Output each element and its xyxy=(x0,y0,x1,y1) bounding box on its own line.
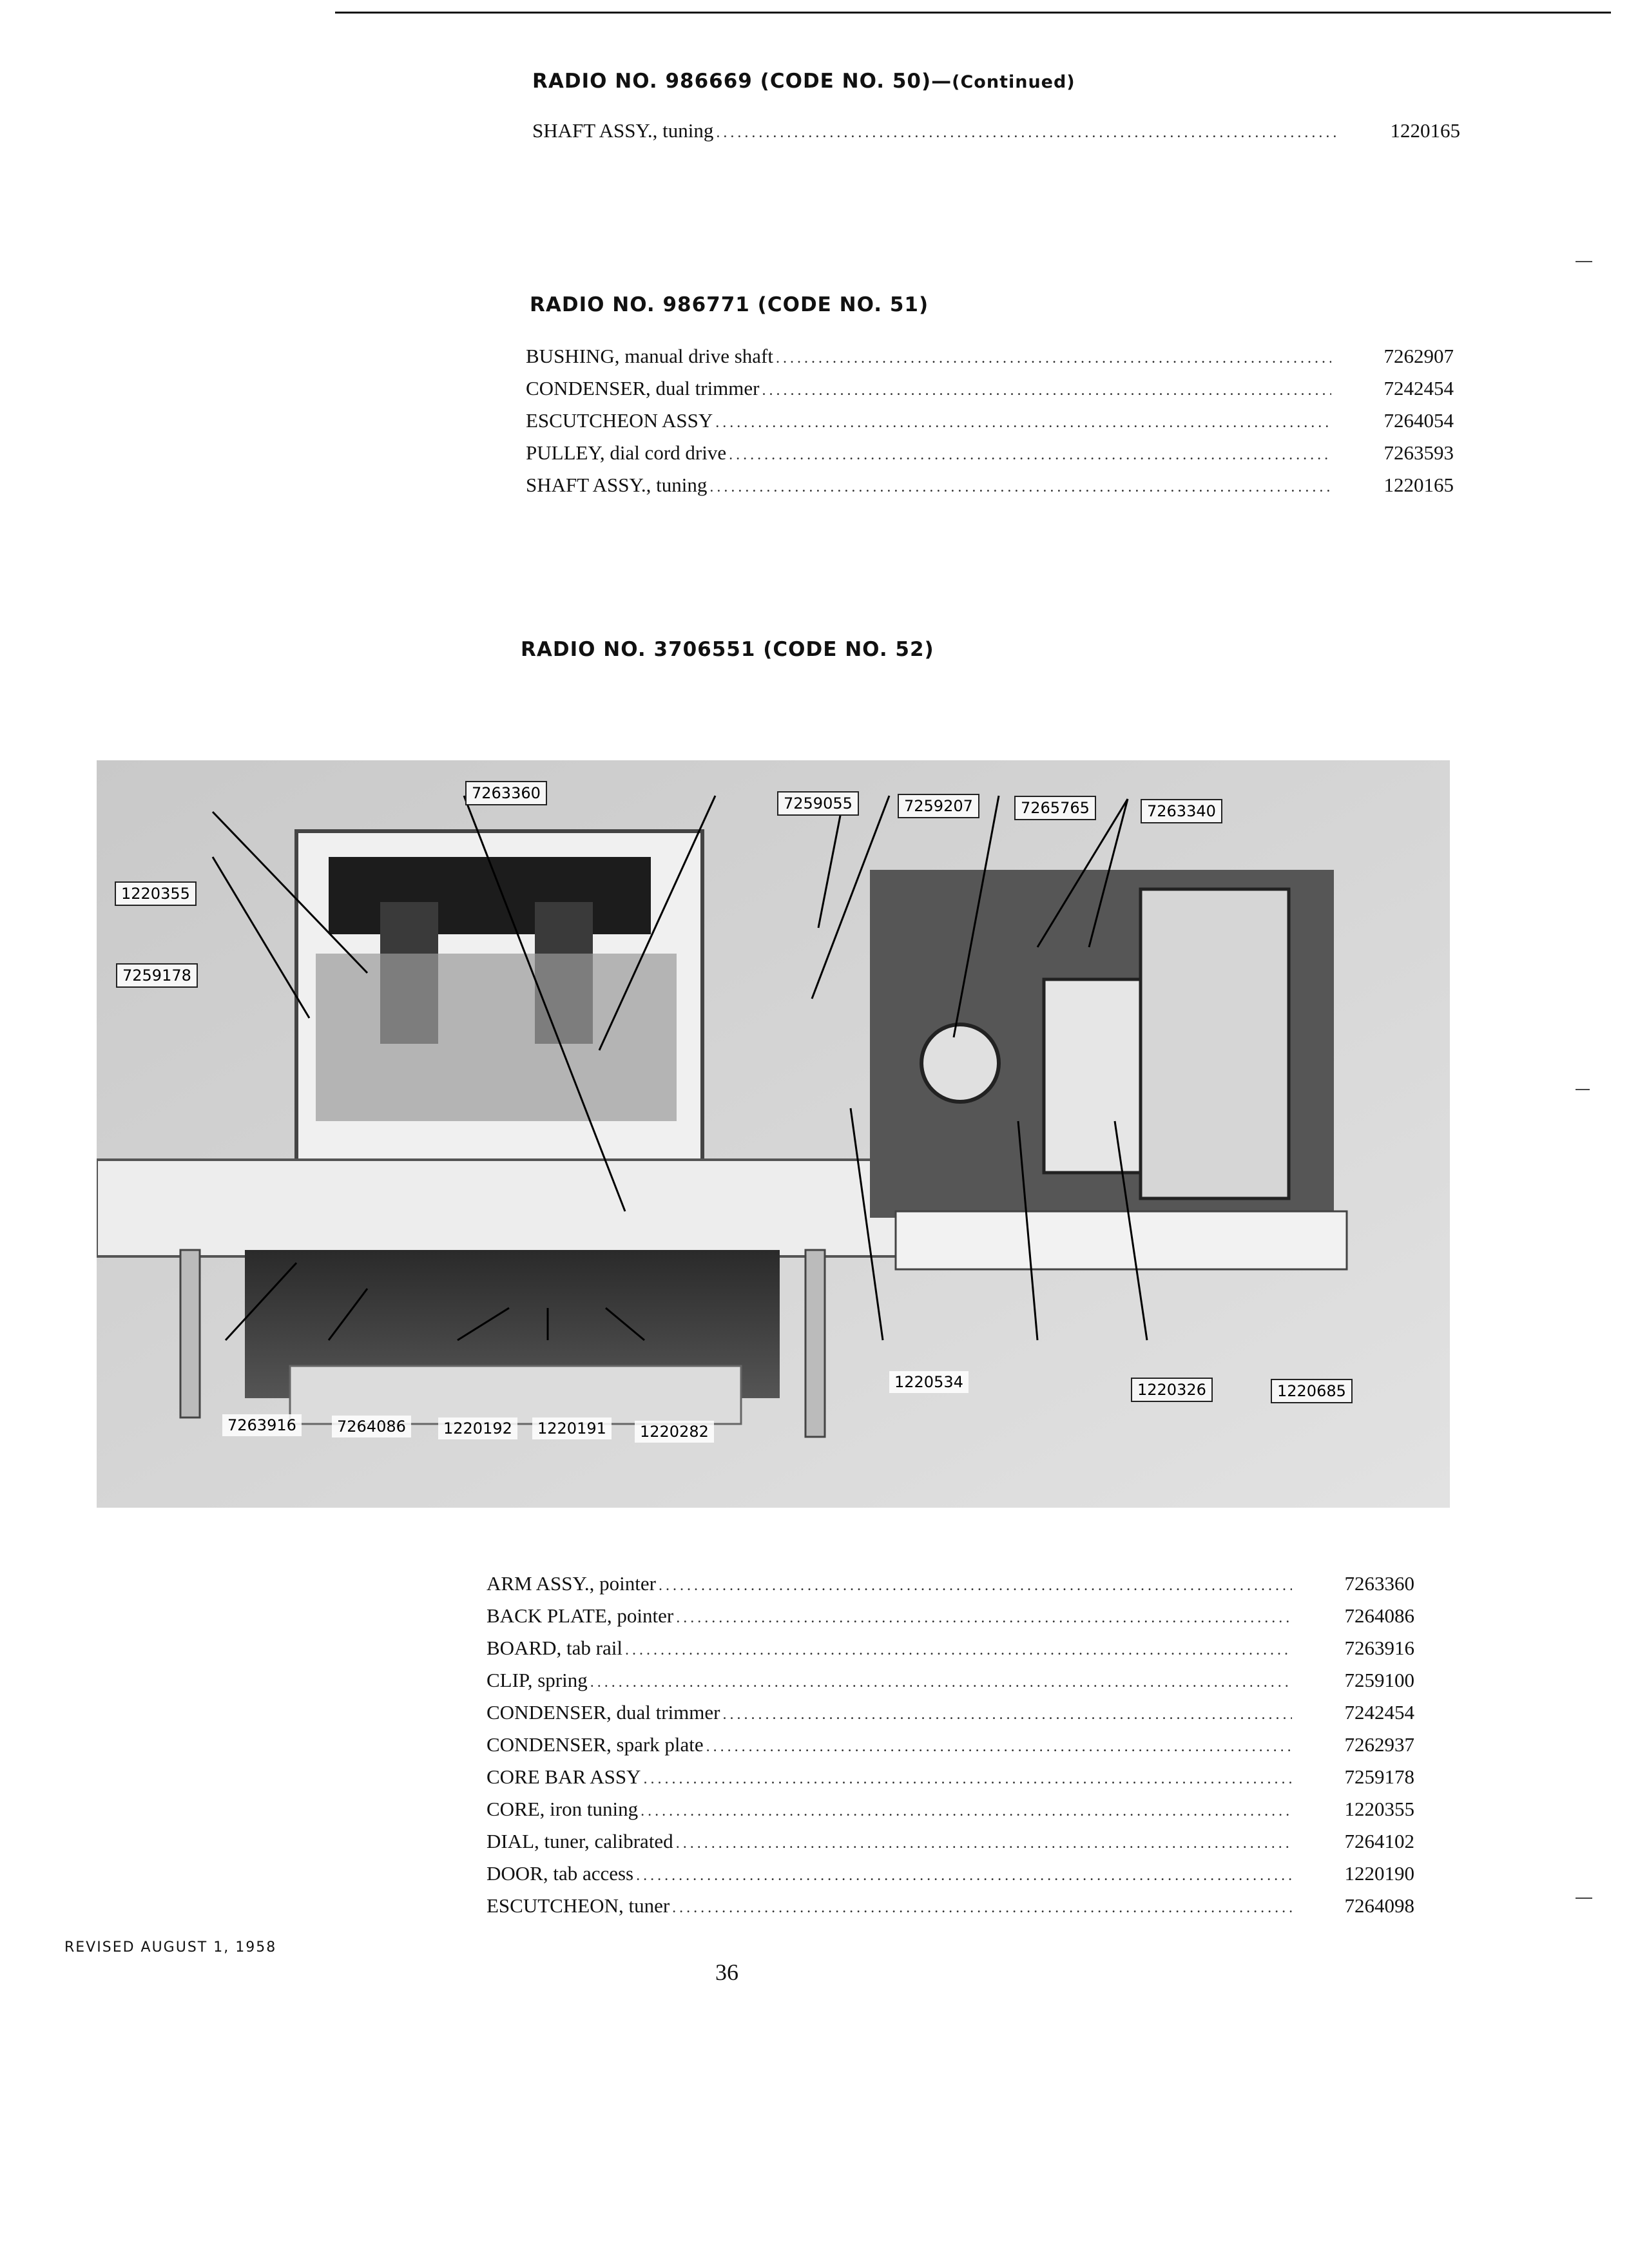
part-row xyxy=(526,377,1454,409)
scan-edge-mark xyxy=(1576,1089,1590,1090)
section-heading-text: RADIO NO. 986669 (CODE NO. 50)— xyxy=(532,70,952,93)
section-heading-suffix: (Continued) xyxy=(952,72,1075,92)
part-number: 1220355 xyxy=(1344,1798,1414,1820)
part-row xyxy=(487,1798,1414,1830)
part-row xyxy=(487,1733,1414,1765)
leader-dots xyxy=(625,1642,1292,1659)
part-row xyxy=(487,1637,1414,1669)
top-rule xyxy=(335,12,1611,14)
leader-dots xyxy=(715,414,1331,432)
part-row xyxy=(487,1830,1414,1862)
part-name: CONDENSER, dual trimmer xyxy=(526,377,760,399)
callout-label: 1220192 xyxy=(438,1418,517,1439)
callout-label: 1220355 xyxy=(115,881,197,906)
part-row xyxy=(487,1701,1414,1733)
leader-dots xyxy=(659,1577,1292,1595)
scan-edge-mark xyxy=(1576,1898,1592,1899)
part-row xyxy=(487,1765,1414,1798)
revision-note: REVISED AUGUST 1, 1958 xyxy=(64,1939,277,1956)
mechanism-base xyxy=(896,1211,1347,1269)
leader-dots xyxy=(716,124,1338,142)
part-number: 7263916 xyxy=(1344,1637,1414,1659)
part-number: 7262937 xyxy=(1344,1733,1414,1756)
leader-dots xyxy=(636,1867,1292,1885)
callout-label: 7259055 xyxy=(777,791,859,816)
callout-label: 7259207 xyxy=(898,794,979,818)
radio-chassis-photo xyxy=(97,760,1450,1508)
chassis-leg-left xyxy=(180,1250,200,1418)
part-number: 7263593 xyxy=(1383,441,1454,464)
callout-label: 1220534 xyxy=(889,1371,969,1393)
part-number: 1220165 xyxy=(1390,119,1460,142)
part-number: 7259178 xyxy=(1344,1765,1414,1788)
leader-dots xyxy=(762,382,1332,399)
parts-list-code-50 xyxy=(532,119,1460,151)
part-row xyxy=(532,119,1460,151)
motor-cylinder xyxy=(1141,889,1289,1198)
callout-label: 1220282 xyxy=(635,1421,714,1443)
callout-label: 7263916 xyxy=(222,1414,302,1436)
part-row xyxy=(487,1572,1414,1604)
tuner-coil-block xyxy=(329,857,651,934)
part-number: 7263360 xyxy=(1344,1572,1414,1595)
callout-label: 1220191 xyxy=(532,1418,612,1439)
leader-dots xyxy=(676,1835,1292,1852)
scan-edge-mark xyxy=(1576,261,1592,262)
parts-list-code-51 xyxy=(526,345,1454,506)
part-number: 7242454 xyxy=(1344,1701,1414,1724)
part-name: ESCUTCHEON ASSY xyxy=(526,409,713,432)
leader-dots xyxy=(706,1738,1292,1756)
part-row xyxy=(487,1669,1414,1701)
part-number: 7242454 xyxy=(1383,377,1454,399)
part-name: SHAFT ASSY., tuning xyxy=(526,474,708,496)
part-number: 7264054 xyxy=(1383,409,1454,432)
part-name: CORE, iron tuning xyxy=(487,1798,639,1820)
drive-wheel xyxy=(921,1024,999,1102)
part-row xyxy=(487,1862,1414,1894)
part-row xyxy=(487,1894,1414,1927)
tuner-interior xyxy=(316,954,677,1121)
part-name: SHAFT ASSY., tuning xyxy=(532,119,714,142)
part-name: BOARD, tab rail xyxy=(487,1637,622,1659)
part-name: CORE BAR ASSY xyxy=(487,1765,641,1788)
callout-label: 7263340 xyxy=(1141,799,1222,823)
leader-dots xyxy=(723,1706,1293,1724)
part-name: ESCUTCHEON, tuner xyxy=(487,1894,670,1917)
part-name: BUSHING, manual drive shaft xyxy=(526,345,773,367)
section-heading-code-51 xyxy=(530,293,929,316)
leader-dots xyxy=(643,1771,1292,1788)
leader-dots xyxy=(641,1803,1292,1820)
part-row xyxy=(526,409,1454,441)
callout-label: 7265765 xyxy=(1014,796,1096,820)
leader-dots xyxy=(709,479,1331,496)
chassis-leg-right xyxy=(805,1250,825,1437)
callout-label: 1220326 xyxy=(1131,1378,1213,1402)
section-heading-text: RADIO NO. 3706551 (CODE NO. 52) xyxy=(521,638,934,661)
part-name: CLIP, spring xyxy=(487,1669,588,1691)
part-name: PULLEY, dial cord drive xyxy=(526,441,727,464)
section-heading-text: RADIO NO. 986771 (CODE NO. 51) xyxy=(530,293,929,316)
solenoid xyxy=(1044,979,1141,1173)
part-name: CONDENSER, dual trimmer xyxy=(487,1701,720,1724)
leader-dots xyxy=(672,1899,1292,1917)
section-heading-code-52 xyxy=(521,638,934,661)
part-number: 7259100 xyxy=(1344,1669,1414,1691)
callout-label: 7264086 xyxy=(332,1416,411,1437)
part-name: ARM ASSY., pointer xyxy=(487,1572,656,1595)
part-name: BACK PLATE, pointer xyxy=(487,1604,674,1627)
chassis-bar xyxy=(97,1160,947,1256)
part-number: 1220190 xyxy=(1344,1862,1414,1885)
part-row xyxy=(526,345,1454,377)
part-number: 7262907 xyxy=(1383,345,1454,367)
part-number: 1220165 xyxy=(1383,474,1454,496)
part-row xyxy=(526,474,1454,506)
part-number: 7264098 xyxy=(1344,1894,1414,1917)
callout-label: 7259178 xyxy=(116,963,198,988)
part-number: 7264086 xyxy=(1344,1604,1414,1627)
part-row xyxy=(526,441,1454,474)
section-heading-code-50 xyxy=(532,70,1075,93)
part-row xyxy=(487,1604,1414,1637)
parts-list-code-52 xyxy=(487,1572,1414,1927)
part-name: CONDENSER, spark plate xyxy=(487,1733,704,1756)
callout-label: 7263360 xyxy=(465,781,547,805)
leader-dots xyxy=(776,350,1331,367)
leader-dots xyxy=(729,447,1331,464)
page-number: 36 xyxy=(715,1959,738,1985)
callout-label: 1220685 xyxy=(1271,1379,1353,1403)
leader-dots xyxy=(676,1610,1292,1627)
part-name: DIAL, tuner, calibrated xyxy=(487,1830,673,1852)
part-name: DOOR, tab access xyxy=(487,1862,634,1885)
leader-dots xyxy=(590,1674,1292,1691)
part-number: 7264102 xyxy=(1344,1830,1414,1852)
